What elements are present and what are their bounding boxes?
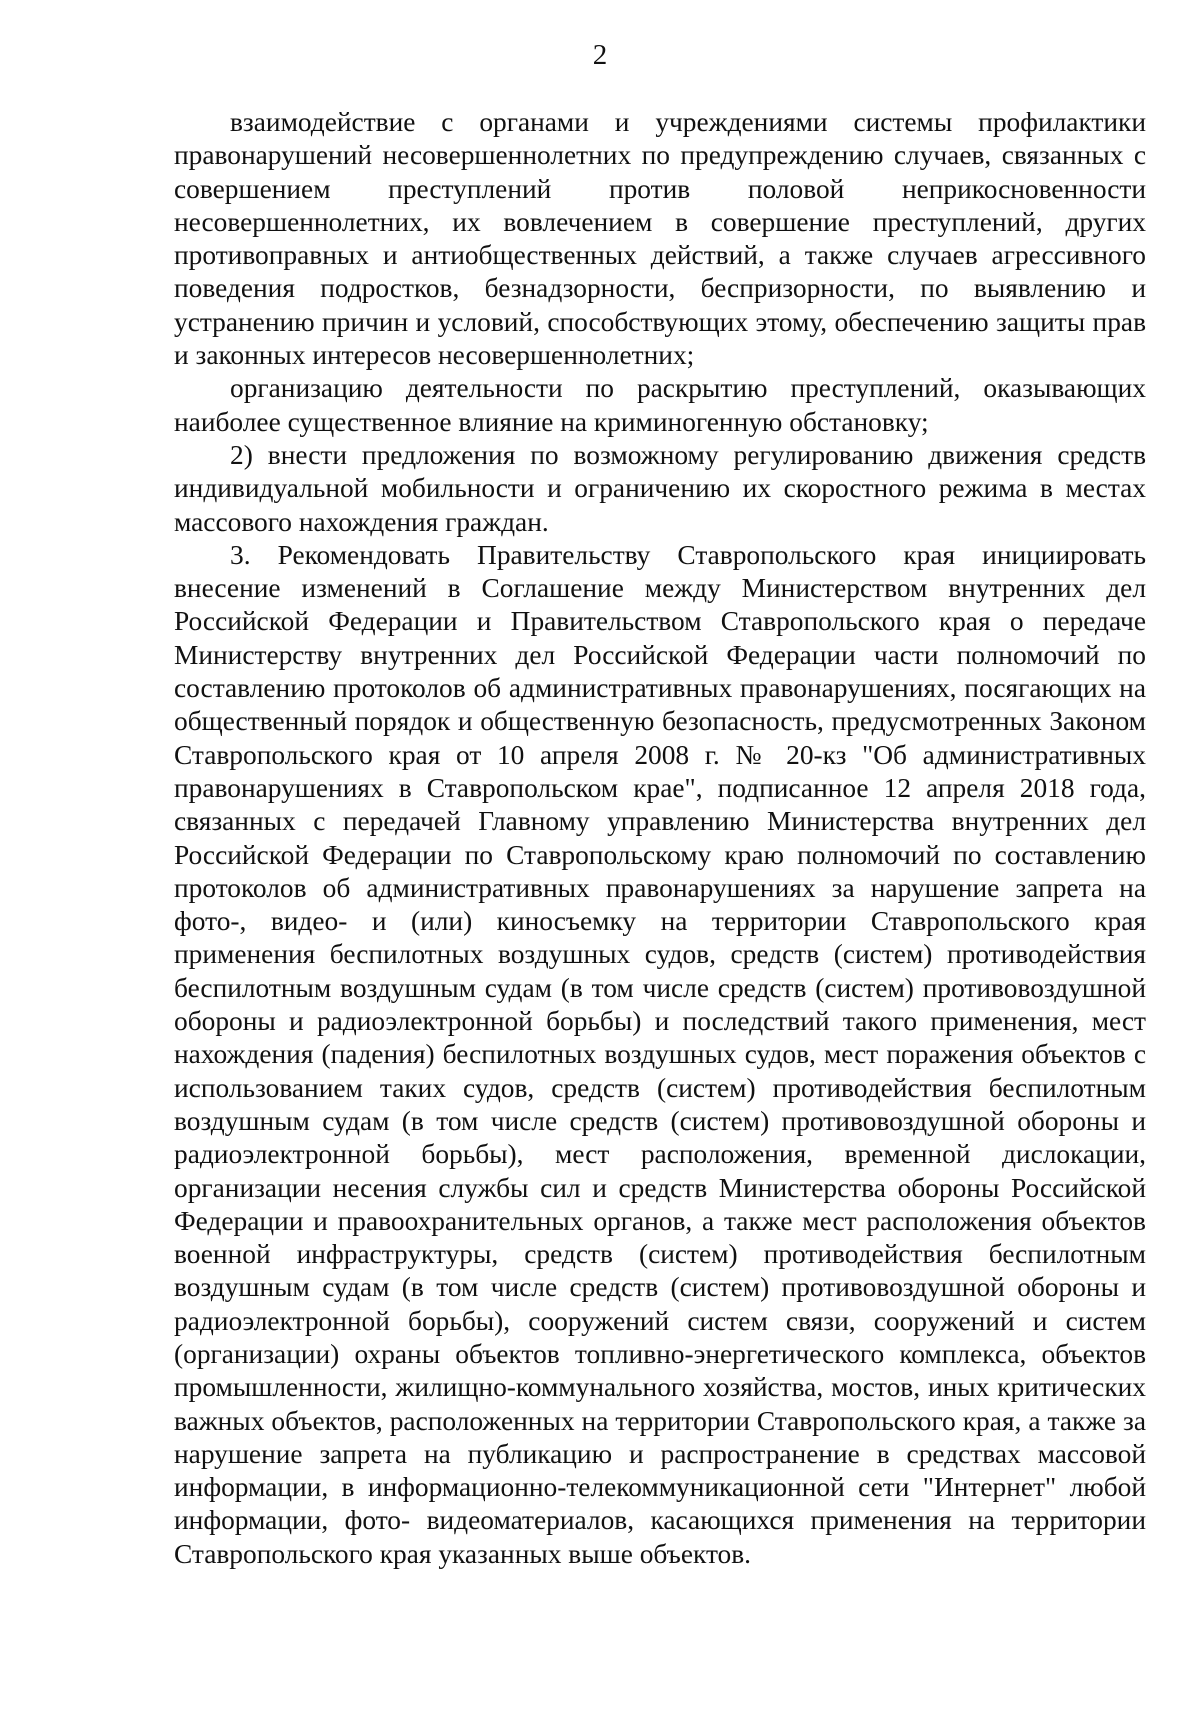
paragraph-recommendation: 3. Рекомендовать Правительству Ставропольского края инициировать внесение изменений в Соглашение между Министерством внутренних дел Российской Федерации и Правительством Ставропольского края о передаче Министерству внутренних дел Российской Федерации части полномочий по составлению протоколов об административных правонарушениях, посягающих на общественный порядок и общественную безопасность, предусмотренных Законом Ставропольского края от 10 апреля 2008 г. № 20-кз "Об административных правонарушениях в Ставропольском крае", подписанное 12 апреля 2018 года, связанных с передачей Главному управлению Министерства внутренних дел Российской Федерации по Ставропольскому краю полномочий по составлению протоколов об административных правонарушениях за нарушение запрета на фото-, видео- и (или) киносъемку на территории Ставропольского края применения беспилотных воздушных судов, средств (систем) противодействия беспилотным воздушным судам (в том числе средств (систем) противовоздушной обороны и радиоэлектронной борьбы) и последствий такого применения, мест нахождения (падения) беспилотных воздушных судов, мест поражения объектов с использованием таких судов, средств (систем) противодействия беспилотным воздушным судам (в том числе средств (систем) противовоздушной обороны и радиоэлектронной борьбы), мест расположения, временной дислокации, организации несения службы сил и средств Министерства обороны Российской Федерации и правоохранительных органов, а также мест расположения объектов военной инфраструктуры, средств (систем) противодействия беспилотным воздушным судам (в том числе средств (систем) противовоздушной обороны и радиоэлектронной борьбы), сооружений систем связи, сооружений и систем (организации) охраны объектов топливно-энергетического комплекса, объектов промышленности, жилищно-коммунального хозяйства, мостов, иных критических важных объектов, расположенных на территории Ставропольского края, а также за нарушение запрета на публикацию и распространение в средствах массовой информации, в информационно-телекоммуникационной сети "Интернет" любой информации, фото- видеоматериалов, касающихся применения на территории Ставропольского края указанных выше объектов. bbox=[174, 539, 1146, 1569]
page-number: 2 bbox=[592, 39, 608, 71]
document-body bbox=[174, 106, 1146, 1571]
paragraph-mobility-proposals: 2) внести предложения по возможному регулированию движения средств индивидуальной мобильности и ограничению их скоростного режима в местах массового нахождения граждан. bbox=[174, 439, 1146, 537]
paragraph-interaction: взаимодействие с органами и учреждениями системы профилактики правонарушений несовершеннолетних по предупреждению случаев, связанных с совершением преступлений против половой неприкосновенности несовершеннолетних, их вовлечением в совершение преступлений, других противоправных и антиобщественных действий, а также случаев агрессивного поведения подростков, безнадзорности, беспризорности, по выявлению и устранению причин и условий, способствующих этому, обеспечению защиты прав и законных интересов несовершеннолетних; bbox=[174, 107, 1146, 371]
paragraph-crime-solving: организацию деятельности по раскрытию преступлений, оказывающих наиболее существенное влияние на криминогенную обстановку; bbox=[174, 373, 1146, 437]
